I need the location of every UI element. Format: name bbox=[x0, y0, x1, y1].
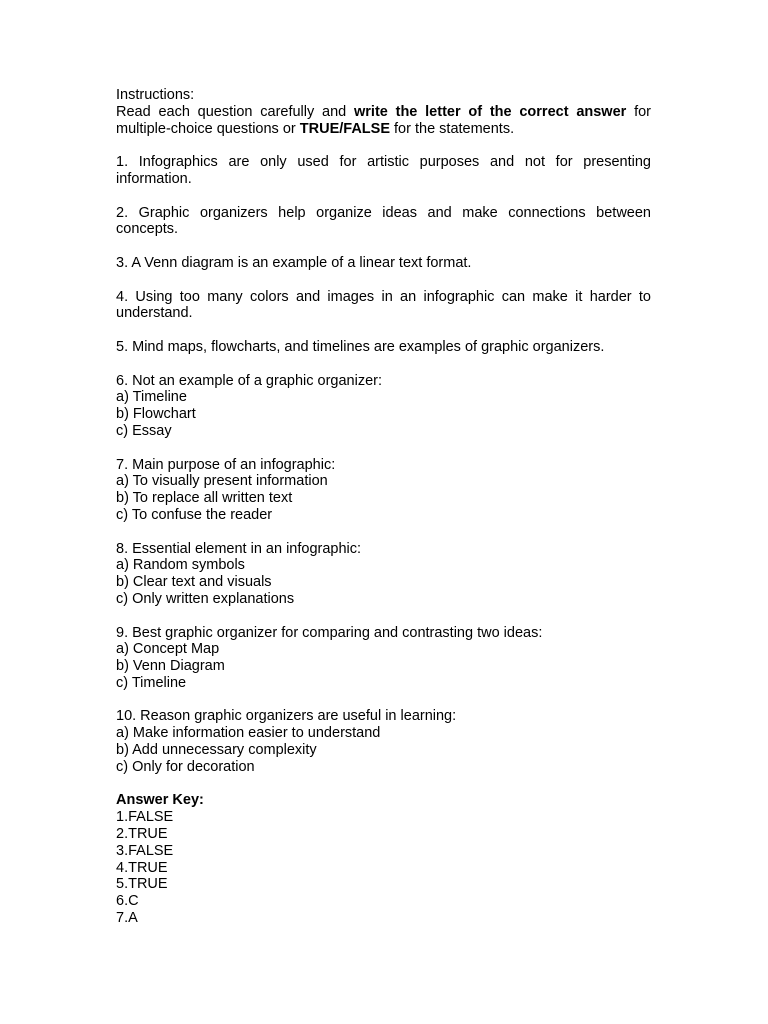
statement-line: 2. Graphic organizers help organize ideas and make connections between bbox=[116, 204, 651, 221]
instructions-heading: Instructions: bbox=[116, 87, 195, 103]
question-option: c) Essay bbox=[116, 422, 172, 439]
question-option: a) Concept Map bbox=[116, 641, 220, 658]
question-option: c) Only written explanations bbox=[116, 590, 295, 607]
statement-line: concepts. bbox=[116, 221, 179, 238]
question-option: b) Add unnecessary complexity bbox=[116, 742, 317, 759]
answer-key-item: 1.FALSE bbox=[116, 809, 174, 826]
question-7 bbox=[116, 457, 651, 524]
question-text: 6. Not an example of a graphic organizer: bbox=[116, 372, 382, 389]
question-option: a) Make information easier to understand bbox=[116, 725, 381, 742]
question-option: b) To replace all written text bbox=[116, 490, 293, 507]
question-text: 10. Reason graphic organizers are useful in learning: bbox=[116, 708, 457, 725]
answer-key-item: 2.TRUE bbox=[116, 826, 168, 843]
instructions-section bbox=[116, 87, 651, 137]
answer-key-item: 6.C bbox=[116, 893, 139, 910]
question-text: 7. Main purpose of an infographic: bbox=[116, 456, 336, 473]
statement-line: 1. Infographics are only used for artistic purposes and not for presenting bbox=[116, 154, 651, 171]
instructions-text: for the statements. bbox=[390, 120, 515, 137]
question-option: a) Random symbols bbox=[116, 557, 245, 574]
question-6 bbox=[116, 373, 651, 440]
statement-5 bbox=[116, 339, 651, 356]
instructions-emphasis: TRUE/FALSE bbox=[299, 120, 390, 137]
question-9 bbox=[116, 625, 651, 692]
statement-line: 5. Mind maps, flowcharts, and timelines are examples of graphic organizers. bbox=[116, 338, 605, 355]
document-page bbox=[116, 87, 651, 944]
instructions-text: multiple-choice questions or bbox=[116, 120, 300, 137]
statement-4 bbox=[116, 289, 651, 323]
question-option: c) Timeline bbox=[116, 674, 187, 691]
instructions-line-1 bbox=[116, 104, 651, 121]
statement-line: understand. bbox=[116, 305, 193, 322]
statement-line: 3. A Venn diagram is an example of a linear text format. bbox=[116, 254, 472, 271]
question-10 bbox=[116, 708, 651, 775]
instructions-line-2 bbox=[116, 121, 651, 138]
answer-key-item: 3.FALSE bbox=[116, 842, 174, 859]
question-text: 9. Best graphic organizer for comparing and contrasting two ideas: bbox=[116, 624, 543, 641]
answer-key-item: 5.TRUE bbox=[116, 876, 168, 893]
statement-1 bbox=[116, 154, 651, 188]
question-8 bbox=[116, 541, 651, 608]
question-text: 8. Essential element in an infographic: bbox=[116, 540, 362, 557]
question-option: a) To visually present information bbox=[116, 473, 328, 490]
answer-key-section bbox=[116, 792, 651, 926]
statement-line: 4. Using too many colors and images in an infographic can make it harder to bbox=[116, 288, 651, 305]
question-option: a) Timeline bbox=[116, 389, 187, 406]
answer-key-item: 7.A bbox=[116, 910, 138, 927]
statement-3 bbox=[116, 255, 651, 272]
statement-line: information. bbox=[116, 170, 192, 187]
answer-key-item: 4.TRUE bbox=[116, 859, 168, 876]
question-option: c) Only for decoration bbox=[116, 758, 255, 775]
instructions-emphasis: write the letter of the correct answer bbox=[354, 103, 627, 120]
question-option: b) Flowchart bbox=[116, 406, 196, 423]
statement-2 bbox=[116, 205, 651, 239]
instructions-text: for bbox=[626, 103, 651, 120]
answer-key-title: Answer Key: bbox=[116, 792, 204, 809]
instructions-text: Read each question carefully and bbox=[116, 103, 354, 120]
question-option: c) To confuse the reader bbox=[116, 506, 273, 523]
question-option: b) Clear text and visuals bbox=[116, 574, 272, 591]
question-option: b) Venn Diagram bbox=[116, 658, 225, 675]
